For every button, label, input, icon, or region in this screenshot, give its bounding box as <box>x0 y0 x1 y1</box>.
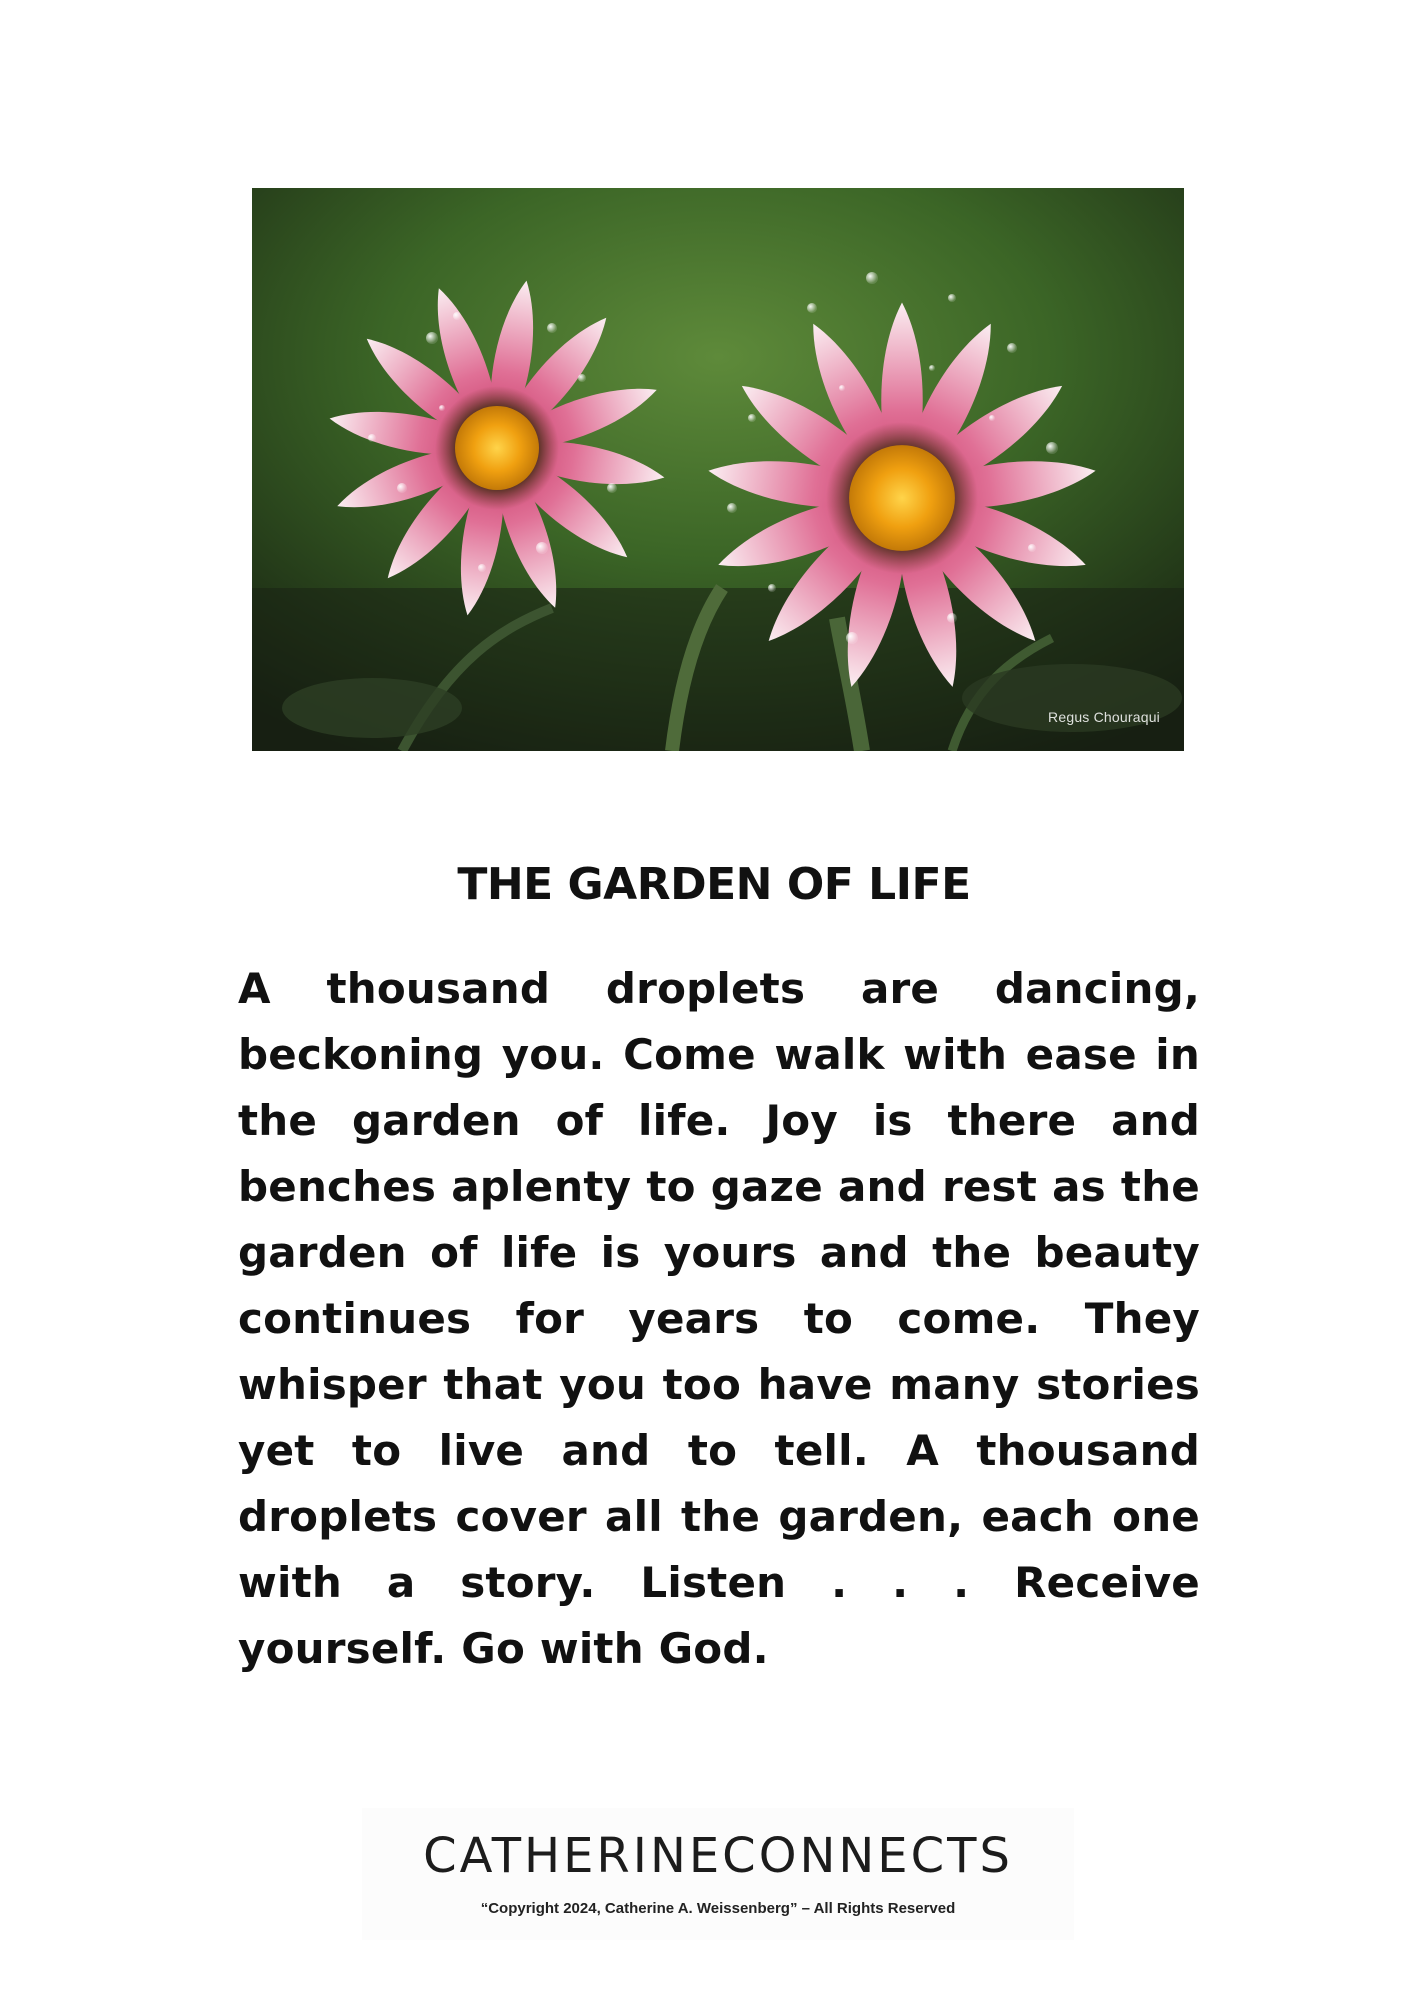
footer-brand <box>362 1808 1074 1940</box>
flower-photo <box>252 188 1184 751</box>
poem-body: A thousand droplets are dancing, beckoning you. Come walk with ease in the garden of life. Joy is there and benches aplenty to gaze and rest as the garden of life is yours and the beauty continues for years to come. They whisper that you too have many stories yet to live and to tell. A thousand droplets cover all the garden, each one with a story. Listen . . . Receive yourself. Go with God. <box>238 964 1200 1673</box>
poem-title: THE GARDEN OF LIFE <box>457 859 971 911</box>
daisies-illustration <box>252 188 1184 751</box>
brand-wordmark: CATHERINECONNECTS <box>423 1828 1013 1884</box>
copyright-notice: “Copyright 2024, Catherine A. Weissenberg” – All Rights Reserved <box>480 1900 956 1917</box>
photo-credit: Regus Chouraqui <box>1048 709 1160 725</box>
